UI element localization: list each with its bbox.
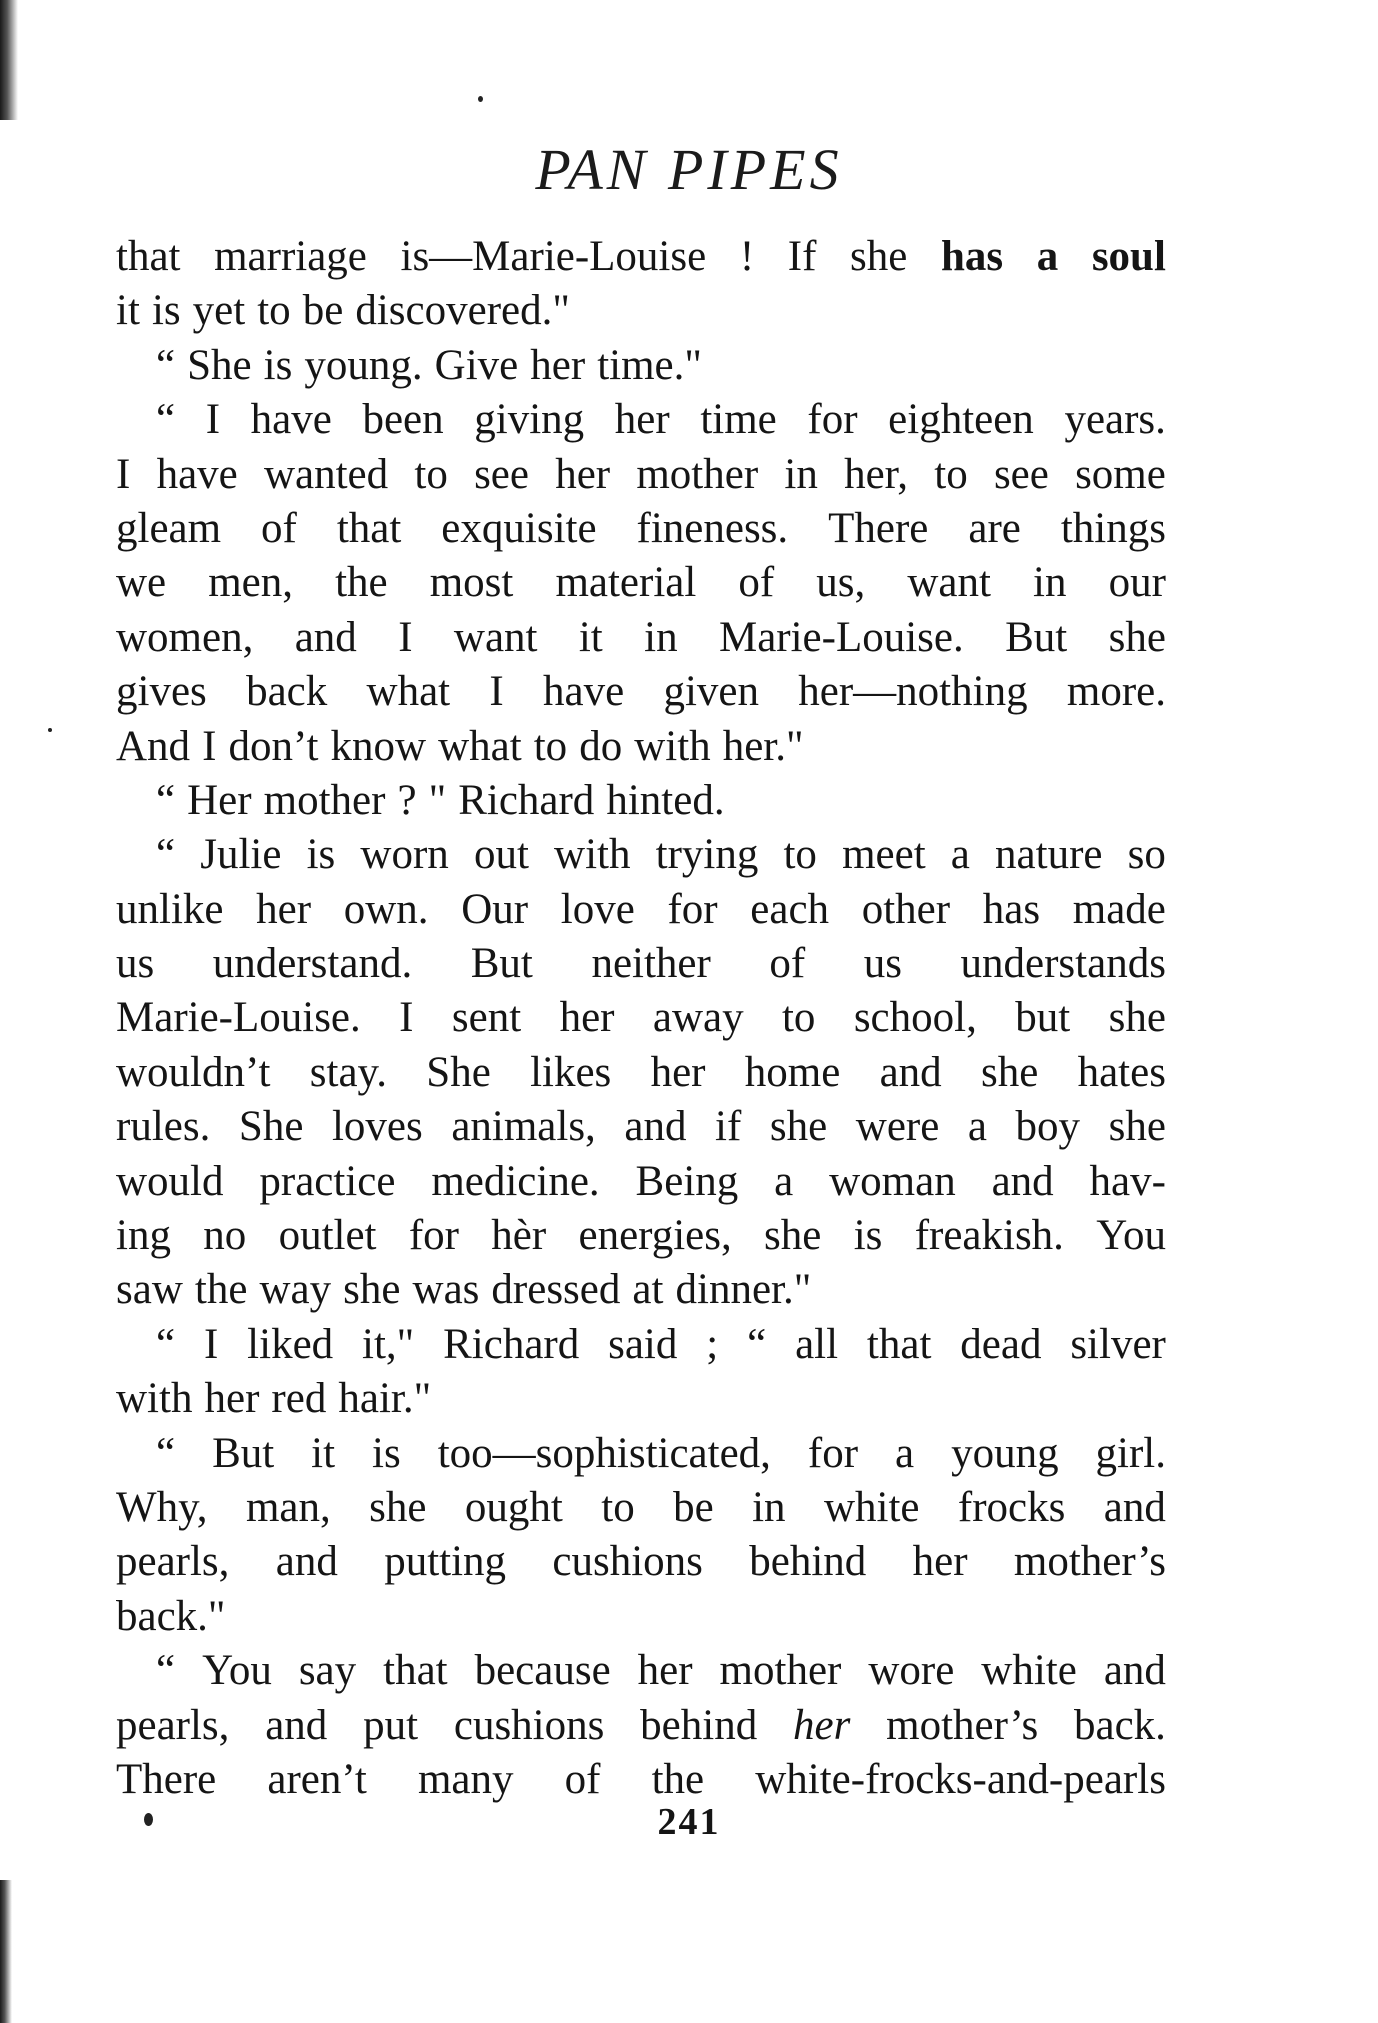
text-line: “ Her mother ? " Richard hinted.: [156, 776, 725, 824]
running-head: PAN PIPES: [535, 137, 843, 202]
text-line: I have wanted to see her mother in her, to see some: [116, 450, 1166, 498]
text-line: Marie-Louise. I sent her away to school, but she: [116, 994, 1166, 1042]
text-line: “ I liked it," Richard said ; “ all that dead silver: [156, 1320, 1166, 1368]
page-number: 241: [657, 1801, 721, 1843]
text-line: it is yet to be discovered.": [116, 287, 570, 335]
text-line: rules. She loves animals, and if she were a boy she: [116, 1103, 1166, 1151]
text-line: ing no outlet for hèr energies, she is freakish. You: [116, 1212, 1166, 1260]
text-line: gleam of that exquisite fineness. There are things: [116, 504, 1166, 552]
text-line: women, and I want it in Marie-Louise. But she: [116, 613, 1166, 661]
text-line: “ She is young. Give her time.": [156, 341, 702, 389]
scan-edge-shadow: [0, 0, 18, 120]
text-line: “ I have been giving her time for eighteen years.: [156, 396, 1166, 444]
text-line: wouldn’t stay. She likes her home and she hates: [116, 1048, 1166, 1096]
text-line: pearls, and putting cushions behind her mother’s: [116, 1538, 1166, 1586]
text-line: unlike her own. Our love for each other has made: [116, 885, 1166, 933]
text-line: that marriage is—Marie-Louise ! If she has a soul: [116, 233, 1166, 280]
text-line: would practice medicine. Being a woman and hav-: [116, 1157, 1166, 1205]
text-line: Why, man, she ought to be in white frocks and: [116, 1483, 1166, 1531]
scan-edge-shadow: [0, 1880, 12, 2023]
text-line: There aren’t many of the white-frocks-and-pearls: [116, 1755, 1166, 1803]
text-line: pearls, and put cushions behind her mother’s back.: [116, 1701, 1166, 1749]
text-line: we men, the most material of us, want in our: [116, 559, 1166, 607]
text-line: “ You say that because her mother wore white and: [156, 1647, 1166, 1695]
body-text: [116, 230, 1166, 1807]
text-line: gives back what I have given her—nothing more.: [116, 668, 1166, 716]
text-line: And I don’t know what to do with her.": [116, 722, 804, 770]
text-line: “ Julie is worn out with trying to meet a nature so: [156, 831, 1166, 879]
ink-speck: [478, 96, 483, 102]
text-line: back.": [116, 1592, 226, 1640]
text-line: saw the way she was dressed at dinner.": [116, 1266, 812, 1314]
text-line: with her red hair.": [116, 1375, 432, 1423]
text-line: “ But it is too—sophisticated, for a young girl.: [156, 1429, 1166, 1477]
ink-speck: [48, 728, 52, 732]
text-line: us understand. But neither of us understands: [116, 940, 1166, 988]
